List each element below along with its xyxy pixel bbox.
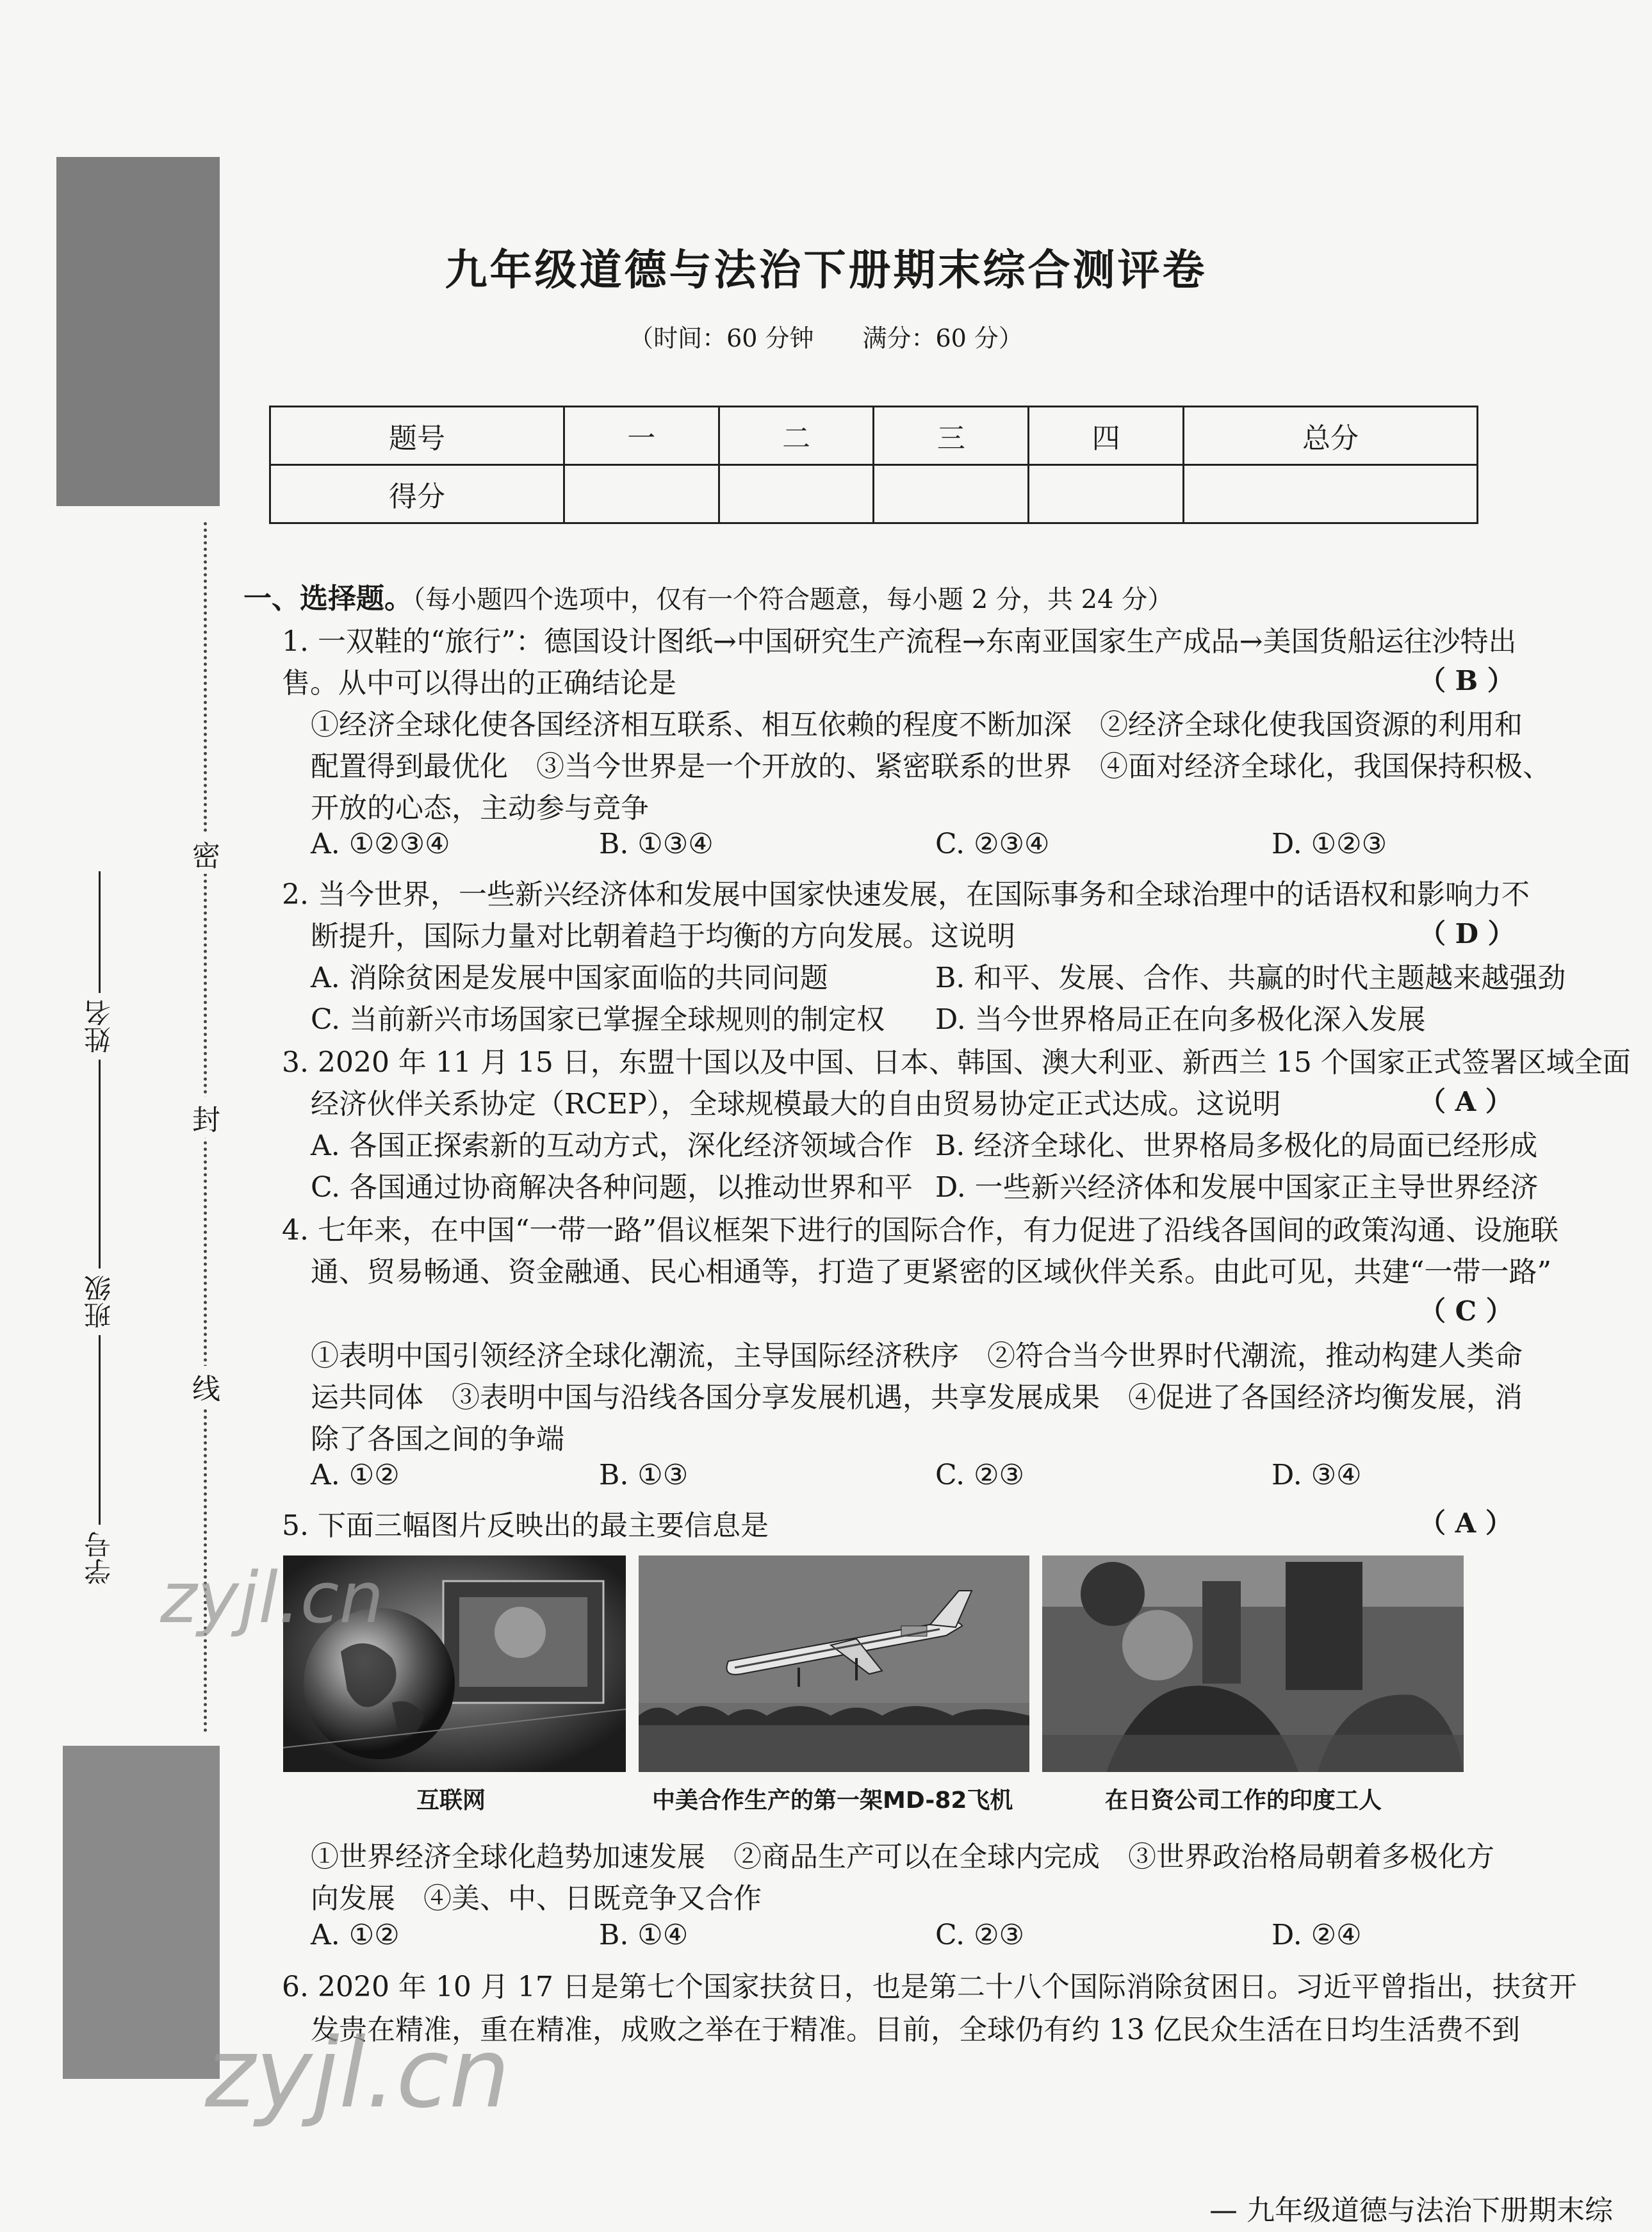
- q1-line-3: ①经济全球化使各国经济相互联系、相互依赖的程度不断加深 ②经济全球化使我国资源的利用和: [311, 709, 1523, 741]
- score-table: [269, 406, 1478, 524]
- score-input-cell[interactable]: [1029, 465, 1184, 523]
- q5-answer: （ A ）: [1419, 1507, 1512, 1539]
- score-cell: 二: [719, 407, 874, 465]
- photo-caption-3: 在日资公司工作的印度工人: [1105, 1787, 1382, 1814]
- q3-option-a[interactable]: A. 各国正探索新的互动方式，深化经济领域合作: [311, 1129, 913, 1162]
- q4-answer: （ C ）: [1419, 1295, 1513, 1327]
- q4-line-4: 运共同体 ③表明中国与沿线各国分享发展机遇，共享发展成果 ④促进了各国经济均衡发展，消: [311, 1381, 1523, 1414]
- score-table-score-row: [270, 465, 1478, 523]
- score-table-header-row: [270, 407, 1478, 465]
- seal-mark-feng: 封: [192, 1097, 220, 1138]
- q4-line-3: ①表明中国引领经济全球化潮流，主导国际经济秩序 ②符合当今世界时代潮流，推动构建人类命: [311, 1340, 1523, 1372]
- score-cell: 四: [1029, 407, 1184, 465]
- q2-option-d[interactable]: D. 当今世界格局正在向多极化深入发展: [935, 1003, 1426, 1036]
- id-blank: [99, 1403, 101, 1525]
- q1-option-d[interactable]: D. ①②③: [1272, 828, 1387, 860]
- q1-option-b[interactable]: B. ①③④: [599, 828, 714, 860]
- q1-line-5: 开放的心态，主动参与竞争: [311, 792, 649, 825]
- q2-line-2: 断提升，国际力量对比朝着趋于均衡的方向发展。这说明: [311, 920, 1015, 953]
- section-1-heading: [243, 575, 1173, 616]
- name-field[interactable]: [80, 871, 119, 1181]
- score-cell: 得分: [270, 465, 564, 523]
- q4-option-c[interactable]: C. ②③: [935, 1459, 1024, 1491]
- q3-answer: （ A ）: [1419, 1086, 1512, 1117]
- q4-option-d[interactable]: D. ③④: [1272, 1459, 1362, 1491]
- watermark: zyjl.cn: [160, 1557, 384, 1639]
- seal-mark-mi: 密: [192, 833, 220, 874]
- photo-caption-1: 互联网: [416, 1787, 486, 1814]
- name-label: 姓名: [83, 999, 115, 1053]
- score-input-cell[interactable]: [564, 465, 719, 523]
- q4-line-2: 通、贸易畅通、资金融通、民心相通等，打造了更紧密的区域伙伴关系。由此可见，共建“一带一路”: [311, 1256, 1551, 1288]
- q1-option-c[interactable]: C. ②③④: [935, 828, 1050, 860]
- page-footer: — 九年级道德与法治下册期末综: [1209, 2194, 1613, 2227]
- exam-time-info: （时间：60 分钟 满分：60 分）: [629, 324, 1023, 352]
- score-input-cell[interactable]: [874, 465, 1029, 523]
- score-cell: 题号: [270, 407, 564, 465]
- q2-answer: （ D ）: [1419, 918, 1515, 949]
- section-1-note: （每小题四个选项中，仅有一个符合题意，每小题 2 分，共 24 分）: [413, 585, 1174, 614]
- photo-caption-2: 中美合作生产的第一架MD-82飞机: [652, 1787, 1013, 1814]
- q6-line-2: 发贵在精准，重在精准，成败之举在于精准。目前，全球仍有约 13 亿民众生活在日均生活费不到: [311, 2014, 1520, 2046]
- q2-option-b[interactable]: B. 和平、发展、合作、共赢的时代主题越来越强劲: [935, 962, 1566, 994]
- watermark: zyjl.cn: [205, 2018, 511, 2129]
- seal-mark-xian: 线: [192, 1366, 220, 1407]
- q5-option-c[interactable]: C. ②③: [935, 1919, 1024, 1951]
- q3-option-c[interactable]: C. 各国通过协商解决各种问题，以推动世界和平: [311, 1171, 913, 1204]
- score-cell: 一: [564, 407, 719, 465]
- factory-workers-illustration: [1042, 1555, 1464, 1772]
- airplane-illustration: [639, 1555, 1029, 1772]
- class-label: 班级: [83, 1275, 115, 1329]
- page-title: 九年级道德与法治下册期末综合测评卷: [445, 245, 1207, 295]
- class-blank: [99, 1147, 101, 1268]
- q4-option-b[interactable]: B. ①③: [599, 1459, 689, 1491]
- q5-option-a[interactable]: A. ①②: [311, 1919, 400, 1951]
- q5-line-1: 5. 下面三幅图片反映出的最主要信息是: [282, 1509, 769, 1542]
- id-label: 学号: [83, 1531, 115, 1585]
- q1-answer: （ B ）: [1419, 665, 1514, 696]
- q3-line-1: 3. 2020 年 11 月 15 日，东盟十国以及中国、日本、韩国、澳大利亚、新西兰 15 个国家正式签署区域全面: [282, 1046, 1631, 1079]
- q6-line-1: 6. 2020 年 10 月 17 日是第七个国家扶贫日，也是第二十八个国际消除贫困日。习近平曾指出，扶贫开: [282, 1971, 1577, 2003]
- q5-option-d[interactable]: D. ②④: [1272, 1919, 1362, 1951]
- score-input-cell[interactable]: [719, 465, 874, 523]
- q1-line-4: 配置得到最优化 ③当今世界是一个开放的、紧密联系的世界 ④面对经济全球化，我国保持积极、: [311, 750, 1551, 783]
- q4-option-a[interactable]: A. ①②: [311, 1459, 400, 1491]
- q2-option-a[interactable]: A. 消除贫困是发展中国家面临的共同问题: [311, 962, 828, 994]
- q1-line-1: 1. 一双鞋的“旅行”：德国设计图纸→中国研究生产流程→东南亚国家生产成品→美国货船运往沙特出: [282, 625, 1517, 658]
- q5-line-2: ①世界经济全球化趋势加速发展 ②商品生产可以在全球内完成 ③世界政治格局朝着多极化方: [311, 1841, 1494, 1873]
- photo-indian-workers: [1042, 1555, 1464, 1772]
- score-input-cell[interactable]: [1184, 465, 1478, 523]
- q3-option-d[interactable]: D. 一些新兴经济体和发展中国家正主导世界经济: [935, 1171, 1539, 1204]
- q4-line-1: 4. 七年来，在中国“一带一路”倡议框架下进行的国际合作，有力促进了沿线各国间的政策沟通、设施联: [282, 1214, 1558, 1247]
- section-1-title: 一、选择题。: [243, 582, 413, 615]
- q2-option-c[interactable]: C. 当前新兴市场国家已掌握全球规则的制定权: [311, 1003, 885, 1036]
- q3-line-2: 经济伙伴关系协定（RCEP），全球规模最大的自由贸易协定正式达成。这说明: [311, 1088, 1281, 1120]
- name-blank: [99, 871, 101, 993]
- q1-line-2: 售。从中可以得出的正确结论是: [282, 667, 676, 700]
- photo-md82-airplane: [639, 1555, 1029, 1772]
- q1-option-a[interactable]: A. ①②③④: [311, 828, 450, 860]
- q4-line-5: 除了各国之间的争端: [311, 1423, 564, 1456]
- q5-option-b[interactable]: B. ①④: [599, 1919, 689, 1951]
- student-id-field[interactable]: [80, 1403, 119, 1585]
- binding-shade-bottom: [63, 1746, 220, 2079]
- q2-line-1: 2. 当今世界，一些新兴经济体和发展中国家快速发展，在国际事务和全球治理中的话语权和影响力不: [282, 878, 1530, 911]
- q5-line-3: 向发展 ④美、中、日既竞争又合作: [311, 1882, 762, 1915]
- score-cell: 三: [874, 407, 1029, 465]
- q3-option-b[interactable]: B. 经济全球化、世界格局多极化的局面已经形成: [935, 1129, 1538, 1162]
- score-cell: 总分: [1184, 407, 1478, 465]
